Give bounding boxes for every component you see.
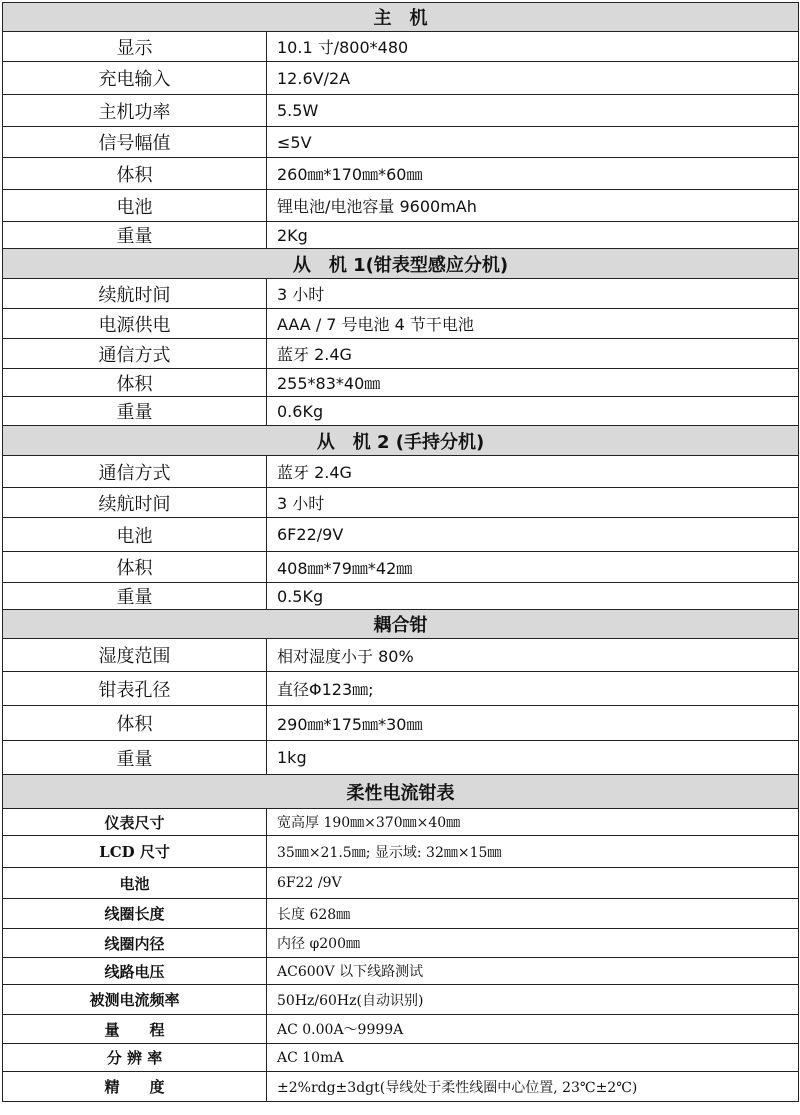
spec-label: 体积 (3, 158, 267, 190)
table-row (3, 899, 799, 929)
section-title: 柔性电流钳表 (3, 775, 799, 809)
table-row (3, 339, 799, 369)
table-row (3, 836, 799, 868)
spec-value: 290㎜*175㎜*30㎜ (267, 706, 799, 741)
spec-label: 重量 (3, 222, 267, 249)
spec-label: 线路电压 (3, 958, 267, 985)
spec-value: 蓝牙 2.4G (267, 456, 799, 488)
spec-value: 0.5Kg (267, 583, 799, 610)
spec-label: 重量 (3, 583, 267, 610)
spec-table (2, 2, 799, 1102)
spec-label: 显示 (3, 32, 267, 62)
spec-value: AC 0.00A～9999A (267, 1015, 799, 1044)
spec-label: 量 程 (3, 1015, 267, 1044)
spec-value: 5.5W (267, 95, 799, 127)
spec-value: 6F22/9V (267, 518, 799, 552)
table-row (3, 32, 799, 62)
spec-label: 通信方式 (3, 339, 267, 369)
table-row (3, 1044, 799, 1072)
table-row (3, 222, 799, 249)
table-row (3, 929, 799, 958)
section-header (3, 775, 799, 809)
spec-value: 1kg (267, 741, 799, 775)
table-row (3, 1015, 799, 1044)
spec-label: 重量 (3, 397, 267, 426)
section-title: 耦合钳 (3, 610, 799, 639)
table-row (3, 127, 799, 158)
spec-label: LCD 尺寸 (3, 836, 267, 868)
spec-value: 直径Φ123㎜; (267, 672, 799, 706)
spec-label: 电池 (3, 518, 267, 552)
spec-value: 50Hz/60Hz(自动识别) (267, 985, 799, 1015)
spec-label: 续航时间 (3, 279, 267, 309)
spec-label: 电池 (3, 190, 267, 222)
spec-label: 电池 (3, 868, 267, 899)
spec-value: 宽高厚 190㎜×370㎜×40㎜ (267, 809, 799, 836)
spec-label: 被测电流频率 (3, 985, 267, 1015)
spec-value: 10.1 寸/800*480 (267, 32, 799, 62)
spec-value: 蓝牙 2.4G (267, 339, 799, 369)
table-row (3, 488, 799, 518)
table-row (3, 741, 799, 775)
spec-value: 260㎜*170㎜*60㎜ (267, 158, 799, 190)
spec-value: AC 10mA (267, 1044, 799, 1072)
spec-value: 3 小时 (267, 279, 799, 309)
spec-label: 充电输入 (3, 62, 267, 95)
section-title: 主 机 (3, 3, 799, 32)
section-header (3, 610, 799, 639)
table-row (3, 868, 799, 899)
table-row (3, 518, 799, 552)
table-row (3, 552, 799, 583)
table-row (3, 369, 799, 397)
table-row (3, 672, 799, 706)
spec-value: 408㎜*79㎜*42㎜ (267, 552, 799, 583)
table-row (3, 95, 799, 127)
spec-label: 线圈内径 (3, 929, 267, 958)
spec-value: 2Kg (267, 222, 799, 249)
spec-label: 钳表孔径 (3, 672, 267, 706)
table-row (3, 583, 799, 610)
spec-value: AC600V 以下线路测试 (267, 958, 799, 985)
spec-value: 相对湿度小于 80% (267, 639, 799, 672)
table-row (3, 309, 799, 339)
spec-value: AAA / 7 号电池 4 节干电池 (267, 309, 799, 339)
spec-value: 255*83*40㎜ (267, 369, 799, 397)
table-row (3, 62, 799, 95)
table-row (3, 639, 799, 672)
spec-label: 续航时间 (3, 488, 267, 518)
spec-value: 0.6Kg (267, 397, 799, 426)
spec-label: 信号幅值 (3, 127, 267, 158)
section-header (3, 426, 799, 456)
spec-value: 长度 628㎜ (267, 899, 799, 929)
section-title: 从 机 1(钳表型感应分机) (3, 249, 799, 279)
spec-label: 体积 (3, 552, 267, 583)
table-row (3, 158, 799, 190)
table-row (3, 706, 799, 741)
spec-label: 主机功率 (3, 95, 267, 127)
spec-label: 线圈长度 (3, 899, 267, 929)
table-row (3, 985, 799, 1015)
table-row (3, 279, 799, 309)
table-row (3, 1072, 799, 1102)
spec-value: ≤5V (267, 127, 799, 158)
section-header (3, 3, 799, 32)
table-row (3, 456, 799, 488)
spec-label: 体积 (3, 706, 267, 741)
table-row (3, 190, 799, 222)
table-row (3, 958, 799, 985)
section-title: 从 机 2 (手持分机) (3, 426, 799, 456)
table-row (3, 809, 799, 836)
spec-label: 通信方式 (3, 456, 267, 488)
spec-value: ±2%rdg±3dgt(导线处于柔性线圈中心位置, 23℃±2℃) (267, 1072, 799, 1102)
table-row (3, 397, 799, 426)
spec-value: 内径 φ200㎜ (267, 929, 799, 958)
spec-label: 电源供电 (3, 309, 267, 339)
spec-value: 锂电池/电池容量 9600mAh (267, 190, 799, 222)
spec-label: 重量 (3, 741, 267, 775)
spec-label: 精 度 (3, 1072, 267, 1102)
spec-value: 6F22 /9V (267, 868, 799, 899)
spec-value: 12.6V/2A (267, 62, 799, 95)
spec-label: 湿度范围 (3, 639, 267, 672)
spec-label: 分 辨 率 (3, 1044, 267, 1072)
spec-label: 仪表尺寸 (3, 809, 267, 836)
spec-value: 35㎜×21.5㎜; 显示域: 32㎜×15㎜ (267, 836, 799, 868)
spec-value: 3 小时 (267, 488, 799, 518)
section-header (3, 249, 799, 279)
spec-label: 体积 (3, 369, 267, 397)
